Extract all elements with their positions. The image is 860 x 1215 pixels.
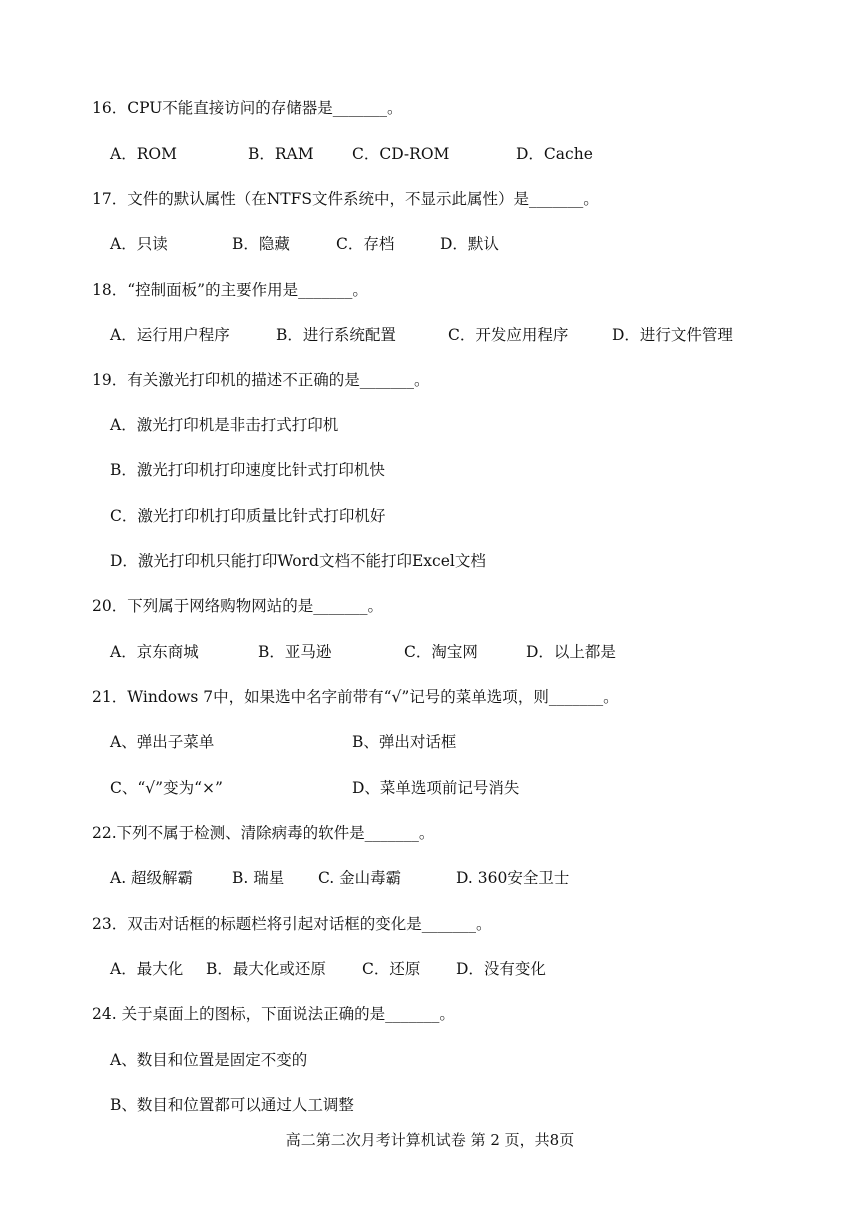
question-20-option-c: C．淘宝网 [404,643,478,661]
question-19-option-c: C．激光打印机打印质量比针式打印机好 [110,507,386,525]
question-20-stem: 20．下列属于网络购物网站的是_______。 [92,597,383,615]
question-18-stem: 18．“控制面板”的主要作用是_______。 [92,281,368,299]
question-20-option-d: D．以上都是 [526,643,616,661]
question-17-option-a: A．只读 [110,235,168,253]
question-21-stem: 21．Windows 7中，如果选中名字前带有“√”记号的菜单选项，则_______。 [92,688,619,706]
question-22-option-c: C. 金山毒霸 [318,869,402,887]
question-18-option-a: A．运行用户程序 [110,326,230,344]
question-20-option-a: A．京东商城 [110,643,199,661]
question-22-option-d: D. 360安全卫士 [456,869,570,887]
question-16-option-c: C．CD-ROM [352,145,450,163]
question-16-option-b: B．RAM [248,145,314,163]
question-23-stem: 23．双击对话框的标题栏将引起对话框的变化是_______。 [92,915,492,933]
question-24-stem: 24. 关于桌面上的图标，下面说法正确的是_______。 [92,1005,455,1023]
page-footer: 高二第二次月考计算机试卷 第 2 页，共8页 [285,1131,575,1149]
question-16-stem: 16．CPU不能直接访问的存储器是_______。 [92,99,403,117]
question-19-stem: 19．有关激光打印机的描述不正确的是_______。 [92,371,430,389]
question-24-option-a: A、数目和位置是固定不变的 [110,1051,308,1069]
question-23-option-a: A．最大化 [110,960,184,978]
question-22-stem: 22.下列不属于检测、清除病毒的软件是_______。 [92,824,435,842]
question-21-option-a: A、弹出子菜单 [110,733,215,751]
question-21-option-b: B、弹出对话框 [352,733,457,751]
question-18-option-c: C．开发应用程序 [448,326,569,344]
question-16-option-d: D．Cache [516,145,593,163]
question-21-option-d: D、菜单选项前记号消失 [352,779,520,797]
question-17-stem: 17．文件的默认属性（在NTFS文件系统中，不显示此属性）是_______。 [92,190,599,208]
question-22-option-a: A. 超级解霸 [110,869,194,887]
question-18-option-b: B．进行系统配置 [276,326,396,344]
question-23-option-d: D．没有变化 [456,960,546,978]
question-17-option-d: D．默认 [440,235,499,253]
question-19-option-d: D．激光打印机只能打印Word文档不能打印Excel文档 [110,552,486,570]
question-19-option-a: A．激光打印机是非击打式打印机 [110,416,339,434]
question-16-option-a: A．ROM [110,145,177,163]
question-24-option-b: B、数目和位置都可以通过人工调整 [110,1096,354,1114]
question-19-option-b: B．激光打印机打印速度比针式打印机快 [110,461,385,479]
question-23-option-c: C．还原 [362,960,421,978]
question-23-option-b: B．最大化或还原 [206,960,326,978]
question-18-option-d: D．进行文件管理 [612,326,733,344]
question-17-option-b: B．隐藏 [232,235,290,253]
question-22-option-b: B. 瑞星 [232,869,285,887]
question-20-option-b: B．亚马逊 [258,643,332,661]
question-17-option-c: C．存档 [336,235,395,253]
question-21-option-c: C、“√”变为“×” [110,779,223,797]
